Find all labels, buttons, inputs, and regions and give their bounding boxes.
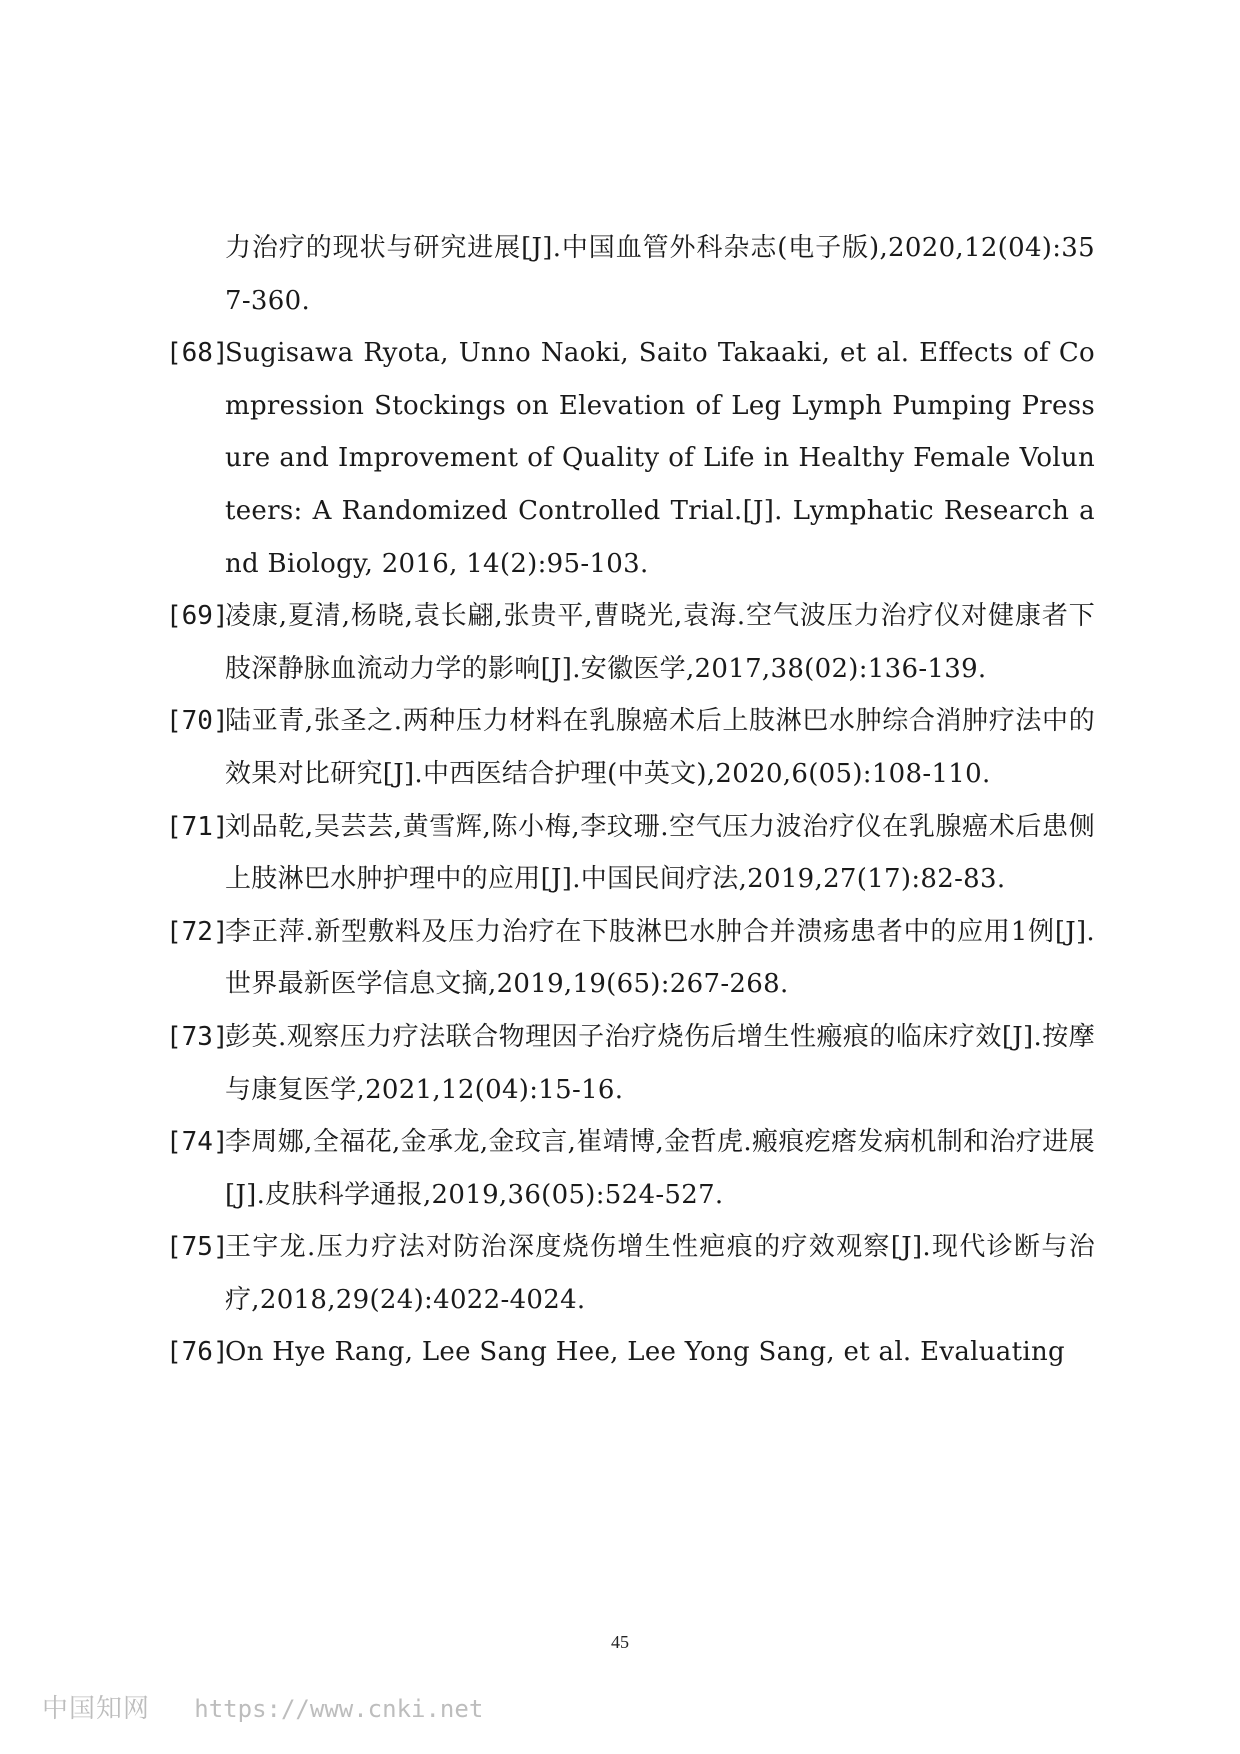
reference-text: 李周娜,全福花,金承龙,金玟言,崔靖博,金哲虎.瘢痕疙瘩发病机制和治疗进展[J].皮肤科学通报,2019,36(05):524-527. <box>225 1127 1095 1210</box>
reference-list <box>166 222 1095 1379</box>
reference-item <box>166 590 1095 695</box>
reference-text: 陆亚青,张圣之.两种压力材料在乳腺癌术后上肢淋巴水肿综合消肿疗法中的效果对比研究[J].中西医结合护理(中英文),2020,6(05):108-110. <box>225 706 1095 789</box>
reference-item <box>166 695 1095 800</box>
reference-number: [71] <box>166 811 229 842</box>
reference-item <box>166 1011 1095 1116</box>
watermark-url: https://www.cnki.net <box>194 1695 484 1723</box>
reference-text: 彭英.观察压力疗法联合物理因子治疗烧伤后增生性瘢痕的临床疗效[J].按摩与康复医学,2021,12(04):15-16. <box>225 1021 1095 1105</box>
reference-item <box>166 222 1095 327</box>
reference-item <box>166 327 1095 590</box>
reference-item <box>166 801 1095 906</box>
reference-number: [74] <box>166 1127 229 1158</box>
reference-item <box>166 906 1095 1011</box>
reference-number: [72] <box>166 916 229 947</box>
reference-number: [76] <box>166 1337 229 1368</box>
reference-item <box>166 1221 1095 1326</box>
reference-number: [73] <box>166 1021 229 1052</box>
reference-item <box>166 1326 1095 1379</box>
reference-text: Sugisawa Ryota, Unno Naoki, Saito Takaaki, et al. Effects of Compression Stockings on Elevation of Leg Lymph Pumping Pressure and Improvement of Quality of Life in Healthy Female Volunteers: A Randomized Controlled Trial.[J]. Lymphatic Research and Biology, 2016, 14(2):95-103. <box>225 338 1095 579</box>
reference-text: On Hye Rang, Lee Sang Hee, Lee Yong Sang, et al. Evaluating <box>225 1337 1065 1368</box>
reference-number: [70] <box>166 706 229 737</box>
reference-text: 凌康,夏清,杨晓,袁长翩,张贵平,曹晓光,袁海.空气波压力治疗仪对健康者下肢深静脉血流动力学的影响[J].安徽医学,2017,38(02):136-139. <box>225 601 1095 684</box>
reference-number: [68] <box>166 338 229 369</box>
reference-number: [69] <box>166 601 229 632</box>
watermark-brand: 中国知网 <box>42 1694 151 1724</box>
watermark <box>42 1688 483 1725</box>
reference-text: 刘品乾,吴芸芸,黄雪辉,陈小梅,李玟珊.空气压力波治疗仪在乳腺癌术后患侧上肢淋巴水肿护理中的应用[J].中国民间疗法,2019,27(17):82-83. <box>225 811 1095 895</box>
page-number: 45 <box>611 1632 629 1652</box>
reference-number: [75] <box>166 1232 229 1263</box>
reference-text: 王宇龙.压力疗法对防治深度烧伤增生性疤痕的疗效观察[J].现代诊断与治疗,2018,29(24):4022-4024. <box>225 1232 1095 1315</box>
reference-text: 力治疗的现状与研究进展[J].中国血管外科杂志(电子版),2020,12(04):357-360. <box>225 233 1095 316</box>
reference-item <box>166 1116 1095 1221</box>
reference-text: 李正萍.新型敷料及压力治疗在下肢淋巴水肿合并溃疡患者中的应用1例[J].世界最新医学信息文摘,2019,19(65):267-268. <box>225 916 1095 1000</box>
